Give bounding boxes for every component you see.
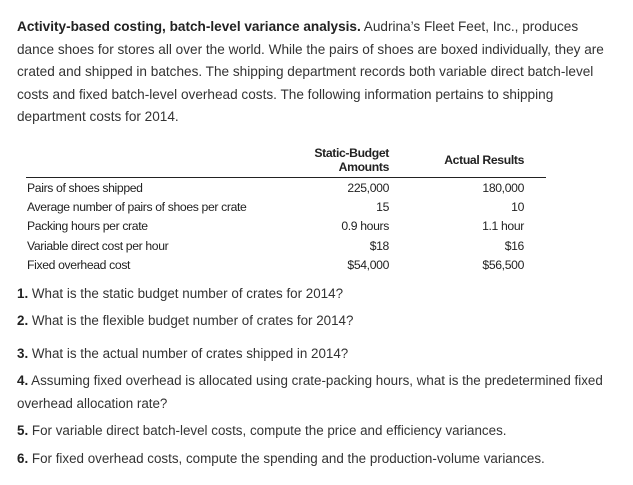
question-text: What is the flexible budget number of crates for 2014? — [28, 313, 354, 328]
table-row — [26, 255, 546, 274]
question-number: 6. — [17, 451, 29, 466]
question-text: For fixed overhead costs, compute the spending and the production-volume variances. — [28, 451, 545, 466]
row-label: Pairs of shoes shipped — [27, 180, 143, 195]
question-number: 1. — [17, 286, 29, 301]
static-budget-value: 15 — [376, 199, 389, 214]
table-header-row — [26, 146, 546, 178]
actual-value: 10 — [511, 199, 524, 214]
static-budget-value: $18 — [369, 238, 389, 253]
static-budget-value: 0.9 hours — [341, 219, 389, 234]
table-row — [26, 236, 546, 255]
question-item — [17, 342, 617, 365]
question-item — [17, 309, 617, 332]
header-label — [26, 146, 267, 178]
question-text: Assuming fixed overhead is allocated using crate-packing hours, what is the predetermined fixed overhead allocation rate? — [17, 373, 603, 411]
row-label: Average number of pairs of shoes per crate — [27, 199, 247, 214]
question-item — [17, 369, 617, 415]
problem-title: Activity-based costing, batch-level variance analysis. — [17, 19, 361, 34]
question-text: For variable direct batch-level costs, compute the price and efficiency variances. — [28, 423, 507, 438]
question-number: 2. — [17, 313, 29, 328]
actual-value: $16 — [504, 238, 524, 253]
cost-data-table — [26, 146, 546, 274]
static-budget-value: 225,000 — [347, 180, 389, 195]
header-actual-results: Actual Results — [444, 153, 524, 167]
question-number: 4. — [17, 373, 29, 388]
table-row — [26, 178, 546, 198]
row-label: Variable direct cost per hour — [27, 238, 169, 253]
question-item — [17, 447, 617, 470]
actual-value: 1.1 hour — [482, 219, 524, 234]
static-budget-value: $54,000 — [347, 257, 389, 272]
table-row — [26, 197, 546, 216]
actual-value: 180,000 — [482, 180, 524, 195]
actual-value: $56,500 — [482, 257, 524, 272]
question-text: What is the static budget number of crates for 2014? — [28, 286, 344, 301]
header-static-budget: Static-Budget Amounts — [314, 146, 389, 174]
question-number: 5. — [17, 423, 29, 438]
question-item — [17, 282, 617, 305]
question-item — [17, 419, 617, 442]
problem-body: Audrina’s Fleet Feet, Inc., produces dance shoes for stores all over the world. While the pairs of shoes are boxed individually, they are crated and shipped in batches. The shipping department records both variable direct batch-level costs and fixed batch-level overhead costs. The following information pertains to shipping department costs for 2014. — [17, 19, 604, 125]
row-label: Fixed overhead cost — [27, 257, 131, 272]
question-text: What is the actual number of crates shipped in 2014? — [28, 346, 349, 361]
problem-intro — [17, 16, 609, 129]
table-row — [26, 217, 546, 236]
question-number: 3. — [17, 346, 29, 361]
row-label: Packing hours per crate — [27, 219, 148, 234]
